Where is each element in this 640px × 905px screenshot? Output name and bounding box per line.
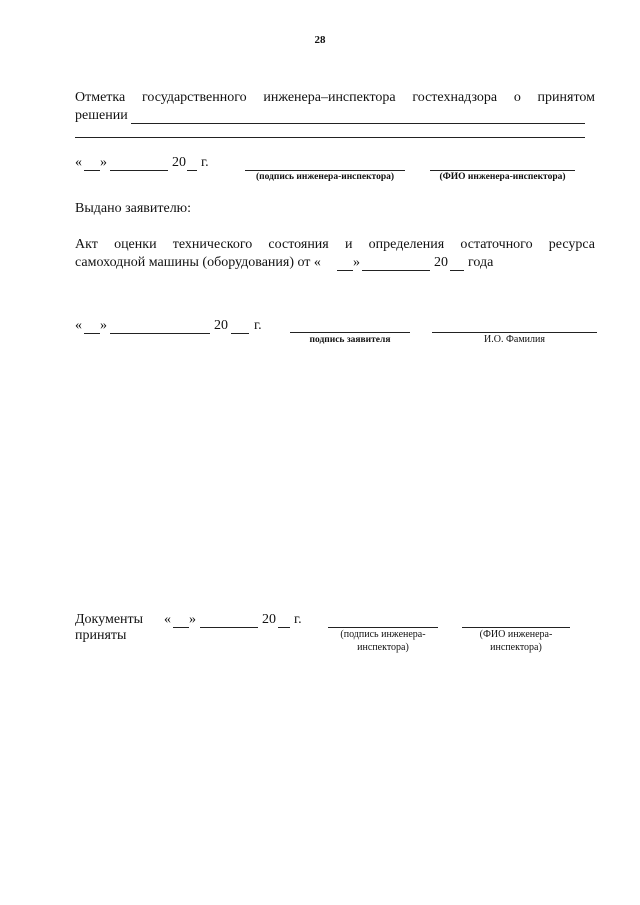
inspector-signature-caption: (подпись инженера-инспектора) [255,172,395,182]
date2-close-quote: » [100,318,107,333]
act-line1: Акт оценки технического состояния и определения остаточного ресурса [75,237,595,252]
date1-month-field[interactable] [110,170,168,171]
docs-year-field[interactable] [278,627,290,628]
docs-day-field[interactable] [173,627,189,628]
applicant-name-field[interactable] [432,332,597,333]
decision-line[interactable] [131,123,585,124]
docs-year-prefix: 20 [262,612,276,627]
issued-label: Выдано заявителю: [75,201,192,216]
docs-g: г. [294,612,302,627]
docs-close-quote: » [189,612,196,627]
date2-open-quote: « [75,318,82,333]
docs-name-caption-line2: инспектора) [490,642,542,653]
docs-name-caption-line1: (ФИО инженера- [479,629,553,640]
applicant-name-caption: И.О. Фамилия [484,334,545,345]
act-month-field[interactable] [362,270,430,271]
act-day-field[interactable] [337,270,353,271]
docs-month-field[interactable] [200,627,258,628]
inspector-signature-field[interactable] [245,170,405,171]
decision-line-2[interactable] [75,137,585,138]
date1-open-quote: « [75,155,82,170]
act-year-field[interactable] [450,270,464,271]
docs-label-line1: Документы [75,612,144,627]
date2-g: г. [254,318,262,333]
act-line2-d: года [468,255,494,270]
docs-name-field[interactable] [462,627,570,628]
applicant-signature-caption: подпись заявителя [309,335,391,345]
date1-year-field[interactable] [187,170,197,171]
docs-signature-field[interactable] [328,627,438,628]
inspector-note-line1: Отметка государственного инженера–инспектора гостехнадзора о принятом [75,90,595,105]
page-number: 28 [314,34,326,46]
docs-signature-caption-line1: (подпись инженера- [340,629,426,640]
date2-year-field[interactable] [231,333,249,334]
inspector-name-field[interactable] [430,170,575,171]
act-line2-a: самоходной машины (оборудования) от « [75,255,321,270]
docs-signature-caption-line2: инспектора) [357,642,409,653]
decision-label: решении [75,108,128,123]
date1-close-quote: » [100,155,107,170]
date2-month-field[interactable] [110,333,210,334]
date2-day-field[interactable] [84,333,100,334]
date1-g: г. [201,155,209,170]
act-line2-c: 20 [434,255,448,270]
act-line2-b: » [353,255,360,270]
applicant-signature-field[interactable] [290,332,410,333]
docs-open-quote: « [164,612,171,627]
date1-year-prefix: 20 [172,155,186,170]
docs-label-line2: приняты [75,628,127,643]
date2-year-prefix: 20 [214,318,228,333]
date1-day-field[interactable] [84,170,100,171]
inspector-name-caption: (ФИО инженера-инспектора) [439,172,566,182]
